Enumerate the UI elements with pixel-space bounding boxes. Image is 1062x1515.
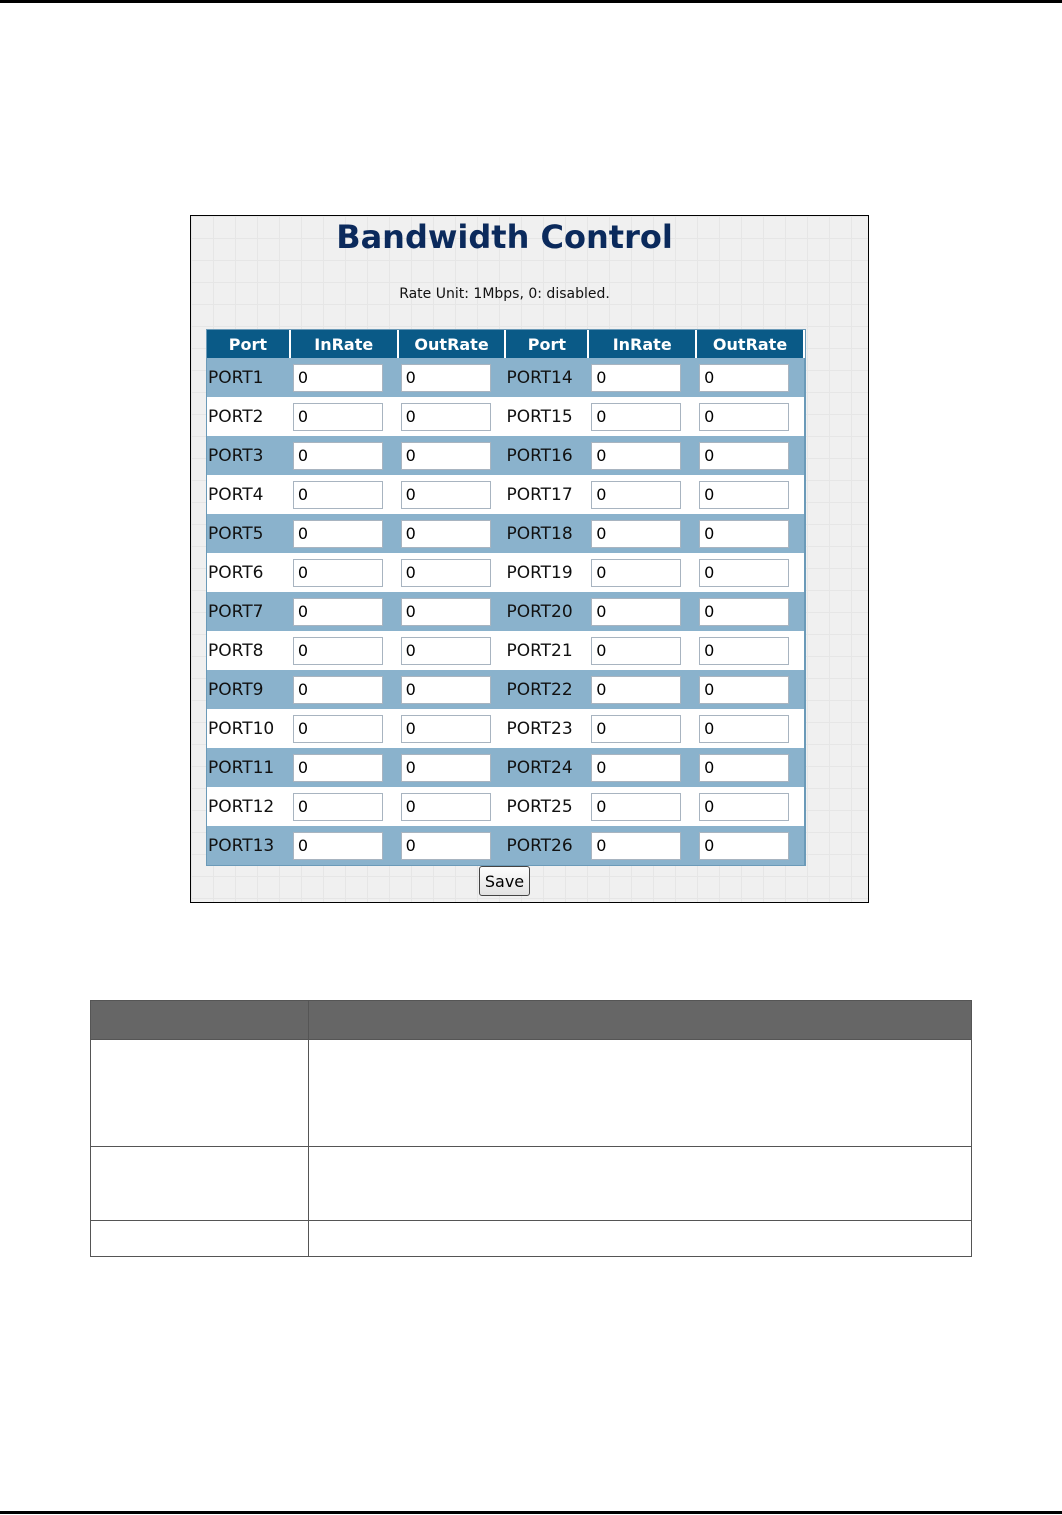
outrate-cell — [696, 514, 804, 553]
outrate-input[interactable] — [401, 598, 491, 626]
inrate-cell — [588, 553, 696, 592]
description-cell — [309, 1147, 972, 1221]
inrate-cell — [290, 826, 398, 865]
outrate-cell — [398, 748, 506, 787]
inrate-cell — [290, 358, 398, 397]
inrate-input[interactable] — [293, 754, 383, 782]
inrate-input[interactable] — [293, 637, 383, 665]
save-button[interactable]: Save — [479, 866, 530, 896]
inrate-cell — [290, 514, 398, 553]
outrate-cell — [398, 553, 506, 592]
table-row — [207, 592, 804, 631]
inrate-input[interactable] — [591, 676, 681, 704]
port-label: PORT26 — [505, 826, 588, 865]
port-label: PORT24 — [505, 748, 588, 787]
outrate-input[interactable] — [699, 481, 789, 509]
outrate-input[interactable] — [401, 559, 491, 587]
inrate-input[interactable] — [591, 559, 681, 587]
inrate-cell — [290, 592, 398, 631]
inrate-cell — [290, 631, 398, 670]
inrate-input[interactable] — [591, 364, 681, 392]
outrate-cell — [696, 397, 804, 436]
port-label: PORT12 — [207, 787, 290, 826]
outrate-cell — [398, 514, 506, 553]
table-row — [207, 670, 804, 709]
port-label: PORT14 — [505, 358, 588, 397]
port-label: PORT3 — [207, 436, 290, 475]
outrate-input[interactable] — [401, 832, 491, 860]
port-label: PORT1 — [207, 358, 290, 397]
description-cell — [91, 1147, 309, 1221]
outrate-input[interactable] — [699, 637, 789, 665]
column-header-inrate: InRate — [290, 330, 398, 358]
table-row — [207, 436, 804, 475]
outrate-input[interactable] — [699, 754, 789, 782]
inrate-input[interactable] — [293, 520, 383, 548]
table-row — [207, 397, 804, 436]
table-row — [91, 1040, 972, 1147]
table-row — [207, 787, 804, 826]
description-cell — [309, 1040, 972, 1147]
outrate-cell — [398, 631, 506, 670]
outrate-input[interactable] — [401, 637, 491, 665]
inrate-cell — [290, 475, 398, 514]
outrate-input[interactable] — [401, 754, 491, 782]
inrate-input[interactable] — [591, 442, 681, 470]
table-row — [207, 709, 804, 748]
page-top-rule — [0, 0, 1062, 3]
column-header-port: Port — [207, 330, 290, 358]
rate-unit-note: Rate Unit: 1Mbps, 0: disabled. — [399, 286, 610, 302]
outrate-input[interactable] — [699, 832, 789, 860]
inrate-cell — [588, 748, 696, 787]
outrate-cell — [696, 553, 804, 592]
inrate-cell — [588, 787, 696, 826]
port-label: PORT17 — [505, 475, 588, 514]
inrate-input[interactable] — [591, 754, 681, 782]
port-label: PORT15 — [505, 397, 588, 436]
port-label: PORT13 — [207, 826, 290, 865]
column-header-inrate: InRate — [588, 330, 696, 358]
bandwidth-control-screenshot — [190, 215, 869, 903]
outrate-cell — [398, 475, 506, 514]
outrate-cell — [398, 397, 506, 436]
description-table — [90, 1000, 972, 1257]
inrate-input[interactable] — [293, 481, 383, 509]
outrate-cell — [398, 826, 506, 865]
inrate-input[interactable] — [293, 403, 383, 431]
outrate-input[interactable] — [699, 403, 789, 431]
inrate-input[interactable] — [591, 403, 681, 431]
port-label: PORT19 — [505, 553, 588, 592]
inrate-cell — [588, 826, 696, 865]
port-label: PORT8 — [207, 631, 290, 670]
inrate-cell — [290, 553, 398, 592]
inrate-cell — [588, 475, 696, 514]
outrate-input[interactable] — [401, 793, 491, 821]
inrate-cell — [588, 397, 696, 436]
inrate-input[interactable] — [591, 598, 681, 626]
outrate-cell — [696, 709, 804, 748]
table-row — [207, 748, 804, 787]
port-label: PORT7 — [207, 592, 290, 631]
description-header-cell — [91, 1001, 309, 1040]
inrate-cell — [588, 631, 696, 670]
outrate-input[interactable] — [699, 715, 789, 743]
outrate-cell — [398, 709, 506, 748]
inrate-input[interactable] — [293, 676, 383, 704]
inrate-cell — [588, 670, 696, 709]
page-bottom-rule — [0, 1511, 1062, 1514]
inrate-input[interactable] — [293, 598, 383, 626]
table-row — [91, 1221, 972, 1257]
inrate-cell — [290, 436, 398, 475]
outrate-input[interactable] — [401, 442, 491, 470]
outrate-cell — [696, 787, 804, 826]
port-label: PORT20 — [505, 592, 588, 631]
column-header-outrate: OutRate — [398, 330, 506, 358]
inrate-input[interactable] — [293, 832, 383, 860]
description-cell — [91, 1221, 309, 1257]
outrate-cell — [398, 670, 506, 709]
table-header-row — [207, 330, 804, 358]
outrate-cell — [696, 748, 804, 787]
table-row — [207, 514, 804, 553]
table-row — [91, 1147, 972, 1221]
outrate-input[interactable] — [401, 520, 491, 548]
inrate-cell — [588, 592, 696, 631]
outrate-cell — [696, 631, 804, 670]
outrate-cell — [696, 826, 804, 865]
outrate-cell — [398, 592, 506, 631]
port-label: PORT10 — [207, 709, 290, 748]
outrate-input[interactable] — [699, 598, 789, 626]
outrate-cell — [398, 787, 506, 826]
table-row — [207, 475, 804, 514]
inrate-input[interactable] — [591, 481, 681, 509]
port-label: PORT2 — [207, 397, 290, 436]
inrate-cell — [290, 787, 398, 826]
outrate-cell — [696, 670, 804, 709]
outrate-cell — [696, 592, 804, 631]
description-cell — [309, 1221, 972, 1257]
inrate-cell — [588, 709, 696, 748]
table-row — [207, 553, 804, 592]
port-label: PORT25 — [505, 787, 588, 826]
outrate-input[interactable] — [699, 676, 789, 704]
outrate-input[interactable] — [699, 559, 789, 587]
port-label: PORT6 — [207, 553, 290, 592]
inrate-input[interactable] — [591, 637, 681, 665]
outrate-input[interactable] — [401, 403, 491, 431]
outrate-input[interactable] — [699, 364, 789, 392]
table-row — [207, 358, 804, 397]
inrate-input[interactable] — [591, 793, 681, 821]
port-label: PORT16 — [505, 436, 588, 475]
outrate-input[interactable] — [699, 442, 789, 470]
inrate-cell — [588, 436, 696, 475]
port-label: PORT22 — [505, 670, 588, 709]
outrate-input[interactable] — [401, 364, 491, 392]
inrate-input[interactable] — [293, 442, 383, 470]
description-header-cell — [309, 1001, 972, 1040]
port-label: PORT23 — [505, 709, 588, 748]
column-header-outrate: OutRate — [696, 330, 804, 358]
outrate-cell — [398, 436, 506, 475]
inrate-input[interactable] — [293, 559, 383, 587]
port-label: PORT11 — [207, 748, 290, 787]
inrate-cell — [290, 748, 398, 787]
outrate-input[interactable] — [401, 481, 491, 509]
outrate-cell — [398, 358, 506, 397]
inrate-input[interactable] — [591, 715, 681, 743]
description-header-row — [91, 1001, 972, 1040]
column-header-port: Port — [505, 330, 588, 358]
port-label: PORT18 — [505, 514, 588, 553]
port-label: PORT4 — [207, 475, 290, 514]
port-label: PORT21 — [505, 631, 588, 670]
port-label: PORT9 — [207, 670, 290, 709]
outrate-input[interactable] — [401, 676, 491, 704]
inrate-cell — [290, 709, 398, 748]
inrate-input[interactable] — [591, 832, 681, 860]
port-rate-table — [206, 329, 806, 866]
outrate-input[interactable] — [401, 715, 491, 743]
description-cell — [91, 1040, 309, 1147]
page-title: Bandwidth Control — [336, 218, 673, 256]
outrate-input[interactable] — [699, 520, 789, 548]
save-area — [191, 866, 818, 896]
outrate-cell — [696, 475, 804, 514]
outrate-cell — [696, 358, 804, 397]
inrate-cell — [588, 514, 696, 553]
outrate-input[interactable] — [699, 793, 789, 821]
inrate-input[interactable] — [293, 715, 383, 743]
inrate-cell — [290, 670, 398, 709]
outrate-cell — [696, 436, 804, 475]
inrate-input[interactable] — [293, 364, 383, 392]
table-row — [207, 826, 804, 865]
inrate-input[interactable] — [591, 520, 681, 548]
inrate-cell — [290, 397, 398, 436]
port-label: PORT5 — [207, 514, 290, 553]
table-row — [207, 631, 804, 670]
inrate-input[interactable] — [293, 793, 383, 821]
inrate-cell — [588, 358, 696, 397]
